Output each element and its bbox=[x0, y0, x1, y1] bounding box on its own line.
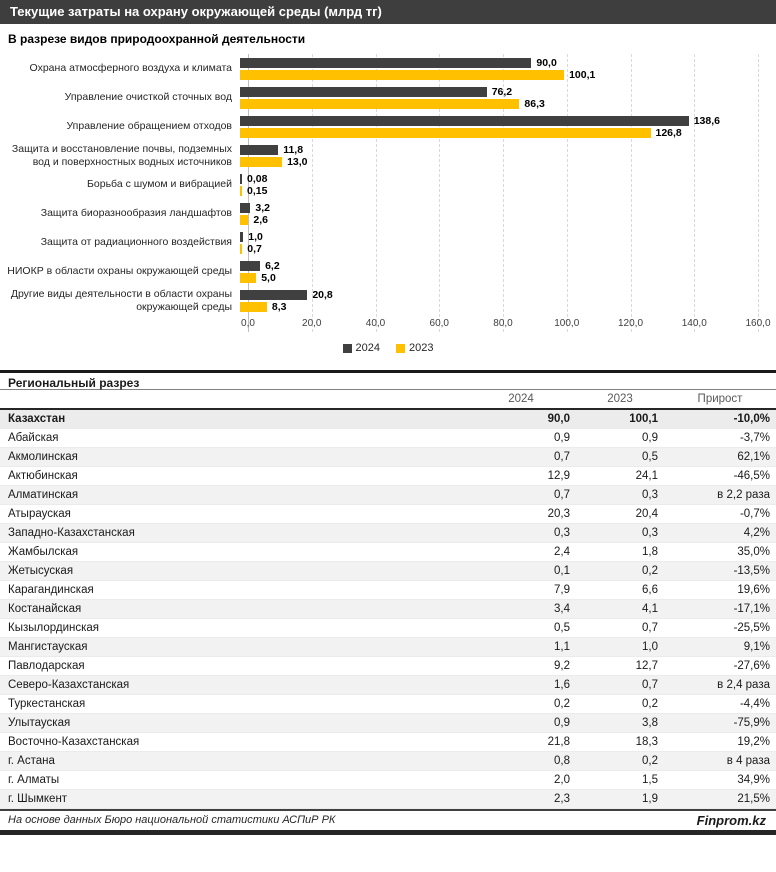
value-cell: 0,7 bbox=[554, 488, 570, 501]
region-table bbox=[0, 390, 776, 809]
value-cell: 1,8 bbox=[642, 545, 658, 558]
region-table-body bbox=[0, 409, 776, 808]
legend-label: 2023 bbox=[409, 342, 434, 355]
bar-line-2024 bbox=[240, 116, 758, 126]
value-cell: 21,8 bbox=[547, 735, 570, 748]
bar-2024 bbox=[240, 203, 250, 213]
region-name-cell: г. Шымкент bbox=[8, 792, 68, 805]
bar-value-label: 6,2 bbox=[265, 259, 280, 272]
value-cell: 6,6 bbox=[642, 583, 658, 596]
column-header-region bbox=[0, 390, 466, 409]
value-cell: 100,1 bbox=[629, 413, 658, 426]
bar-2024 bbox=[240, 232, 243, 242]
x-axis-tick: 80,0 bbox=[493, 318, 513, 330]
bar-line-2023 bbox=[240, 215, 758, 225]
table-header-row bbox=[0, 390, 776, 409]
table-row bbox=[0, 409, 776, 428]
region-name-cell: Карагандинская bbox=[8, 583, 94, 596]
region-name-cell: Алматинская bbox=[8, 488, 79, 501]
footer bbox=[0, 809, 776, 830]
bar-line-2024 bbox=[240, 203, 758, 213]
x-axis-tick: 140,0 bbox=[681, 318, 707, 330]
category-label: Управление очисткой сточных вод bbox=[64, 91, 232, 104]
legend-swatch-icon bbox=[396, 344, 405, 353]
value-cell: 1,5 bbox=[642, 773, 658, 786]
table-row bbox=[0, 656, 776, 675]
table-row bbox=[0, 713, 776, 732]
value-cell: 0,9 bbox=[554, 431, 570, 444]
table-row bbox=[0, 523, 776, 542]
x-axis-tick: 20,0 bbox=[302, 318, 322, 330]
value-cell: 9,2 bbox=[554, 659, 570, 672]
value-cell: 3,4 bbox=[554, 602, 570, 615]
bar-2023 bbox=[240, 215, 248, 225]
value-cell: в 4 раза bbox=[726, 754, 770, 767]
bar-value-label: 126,8 bbox=[655, 126, 682, 139]
value-cell: 1,6 bbox=[554, 678, 570, 691]
value-cell: 24,1 bbox=[635, 469, 658, 482]
value-cell: 2,3 bbox=[554, 792, 570, 805]
bar-value-label: 2,6 bbox=[253, 213, 269, 226]
table-row bbox=[0, 447, 776, 466]
value-cell: -13,5% bbox=[733, 564, 770, 577]
chart-category-row bbox=[0, 257, 758, 286]
bar-group bbox=[240, 87, 758, 109]
legend-item-2024 bbox=[343, 342, 380, 354]
region-name-cell: Казахстан bbox=[8, 413, 66, 426]
value-cell: 0,3 bbox=[642, 526, 658, 539]
chart-legend bbox=[0, 340, 776, 356]
bar-line-2024 bbox=[240, 145, 758, 155]
bar-2024 bbox=[240, 87, 487, 97]
x-axis-tick-labels bbox=[241, 318, 771, 332]
value-cell: -17,1% bbox=[733, 602, 770, 615]
value-cell: 0,8 bbox=[554, 754, 570, 767]
x-axis-tick: 60,0 bbox=[429, 318, 449, 330]
value-cell: 9,1% bbox=[743, 640, 770, 653]
bar-2024 bbox=[240, 174, 242, 184]
page-title: Текущие затраты на охрану окружающей среды (млрд тг) bbox=[0, 0, 776, 24]
bar-line-2024 bbox=[240, 290, 758, 300]
bar-line-2024 bbox=[240, 58, 758, 68]
bar-value-label: 8,3 bbox=[271, 300, 287, 313]
bar-group bbox=[240, 58, 758, 80]
bar-line-2023 bbox=[240, 302, 758, 312]
value-cell: -3,7% bbox=[739, 431, 770, 444]
bar-value-label: 13,0 bbox=[287, 155, 308, 168]
value-cell: в 2,2 раза bbox=[717, 488, 770, 501]
table-row bbox=[0, 561, 776, 580]
chart-category-row bbox=[0, 170, 758, 199]
footer-source: На основе данных Бюро национальной статистики АСПиР РК bbox=[8, 814, 336, 827]
value-cell: 20,3 bbox=[547, 507, 570, 520]
value-cell: 3,8 bbox=[642, 716, 658, 729]
value-cell: 0,2 bbox=[642, 564, 658, 577]
table-row bbox=[0, 789, 776, 808]
value-cell: 0,2 bbox=[642, 697, 658, 710]
bar-group bbox=[240, 232, 758, 254]
value-cell: 12,7 bbox=[635, 659, 658, 672]
region-name-cell: Жетысуская bbox=[8, 564, 74, 577]
region-name-cell: Акмолинская bbox=[8, 450, 78, 463]
bar-2024 bbox=[240, 290, 307, 300]
bar-group bbox=[240, 261, 758, 283]
bar-value-label: 11,8 bbox=[283, 143, 304, 156]
bar-line-2024 bbox=[240, 87, 758, 97]
value-cell: 12,9 bbox=[547, 469, 570, 482]
value-cell: 0,7 bbox=[642, 678, 658, 691]
bar-line-2023 bbox=[240, 128, 758, 138]
table-row bbox=[0, 732, 776, 751]
bar-2023 bbox=[240, 99, 519, 109]
chart-category-row bbox=[0, 199, 758, 228]
region-name-cell: Павлодарская bbox=[8, 659, 85, 672]
x-axis-tick: 120,0 bbox=[617, 318, 644, 330]
value-cell: 19,6% bbox=[737, 583, 770, 596]
value-cell: 0,5 bbox=[642, 450, 658, 463]
value-cell: -27,6% bbox=[733, 659, 770, 672]
bar-line-2023 bbox=[240, 157, 758, 167]
region-name-cell: г. Алматы bbox=[8, 773, 60, 786]
chart-category-row bbox=[0, 286, 758, 315]
table-row bbox=[0, 542, 776, 561]
value-cell: 4,1 bbox=[642, 602, 658, 615]
table-section-title: Региональный разрез bbox=[0, 370, 776, 390]
column-header: 2023 bbox=[576, 390, 664, 409]
category-label: НИОКР в области охраны окружающей среды bbox=[7, 265, 232, 278]
region-name-cell: Восточно-Казахстанская bbox=[8, 735, 140, 748]
bar-line-2023 bbox=[240, 70, 758, 80]
bar-value-label: 0,08 bbox=[247, 172, 268, 185]
value-cell: 0,3 bbox=[642, 488, 658, 501]
value-cell: 20,4 bbox=[635, 507, 658, 520]
region-name-cell: Улытауская bbox=[8, 716, 71, 729]
value-cell: -4,4% bbox=[739, 697, 770, 710]
bar-2023 bbox=[240, 273, 256, 283]
value-cell: 0,1 bbox=[554, 564, 570, 577]
value-cell: 0,9 bbox=[642, 431, 658, 444]
category-label: Управление обращением отходов bbox=[66, 120, 232, 133]
table-row bbox=[0, 770, 776, 789]
value-cell: 90,0 bbox=[547, 413, 570, 426]
bar-value-label: 0,15 bbox=[247, 184, 268, 197]
table-row bbox=[0, 599, 776, 618]
value-cell: -46,5% bbox=[733, 469, 770, 482]
category-label: Охрана атмосферного воздуха и климата bbox=[29, 62, 232, 75]
bar-value-label: 20,8 bbox=[312, 288, 333, 301]
value-cell: 2,4 bbox=[554, 545, 570, 558]
value-cell: 1,1 bbox=[554, 640, 570, 653]
bar-value-label: 138,6 bbox=[693, 114, 720, 127]
bar-2023 bbox=[240, 186, 242, 196]
bar-line-2023 bbox=[240, 99, 758, 109]
bar-value-label: 100,1 bbox=[569, 68, 596, 81]
region-name-cell: Актюбинская bbox=[8, 469, 78, 482]
bar-2024 bbox=[240, 261, 260, 271]
value-cell: -75,9% bbox=[733, 716, 770, 729]
bar-line-2024 bbox=[240, 174, 758, 184]
table-row bbox=[0, 485, 776, 504]
category-label: Защита от радиационного воздействия bbox=[40, 236, 232, 249]
chart-category-row bbox=[0, 228, 758, 257]
x-axis-tick: 100,0 bbox=[554, 318, 580, 330]
table-row bbox=[0, 466, 776, 485]
value-cell: 35,0% bbox=[737, 545, 770, 558]
value-cell: в 2,4 раза bbox=[717, 678, 770, 691]
bar-2024 bbox=[240, 116, 689, 126]
table-row bbox=[0, 637, 776, 656]
bar-2023 bbox=[240, 244, 242, 254]
region-table-header bbox=[0, 390, 776, 409]
footer-brand-logo: Finprom.kz bbox=[696, 812, 766, 828]
x-axis-tick: 160,0 bbox=[745, 318, 771, 330]
bar-group bbox=[240, 174, 758, 196]
table-row bbox=[0, 694, 776, 713]
bar-value-label: 76,2 bbox=[491, 85, 513, 98]
value-cell: 0,5 bbox=[554, 621, 570, 634]
value-cell: 19,2% bbox=[737, 735, 770, 748]
bar-value-label: 1,0 bbox=[248, 230, 263, 243]
value-cell: 34,9% bbox=[737, 773, 770, 786]
bar-value-label: 5,0 bbox=[261, 271, 276, 284]
category-label: Борьба с шумом и вибрацией bbox=[87, 178, 232, 191]
bar-2024 bbox=[240, 58, 531, 68]
value-cell: -25,5% bbox=[733, 621, 770, 634]
value-cell: 0,7 bbox=[642, 621, 658, 634]
bar-group bbox=[240, 145, 758, 167]
bar-line-2024 bbox=[240, 232, 758, 242]
chart-category-row bbox=[0, 54, 758, 83]
table-row bbox=[0, 751, 776, 770]
value-cell: 18,3 bbox=[635, 735, 658, 748]
category-label: Другие виды деятельности в области охраны окружающей среды bbox=[10, 288, 232, 313]
bar-2023 bbox=[240, 128, 651, 138]
value-cell: 1,0 bbox=[642, 640, 658, 653]
table-row bbox=[0, 618, 776, 637]
bar-line-2024 bbox=[240, 261, 758, 271]
region-name-cell: Кызылординская bbox=[8, 621, 100, 634]
table-row bbox=[0, 675, 776, 694]
value-cell: -0,7% bbox=[739, 507, 770, 520]
region-name-cell: Костанайская bbox=[8, 602, 82, 615]
region-name-cell: Туркестанская bbox=[8, 697, 86, 710]
value-cell: 21,5% bbox=[737, 792, 770, 805]
bar-2024 bbox=[240, 145, 278, 155]
table-row bbox=[0, 580, 776, 599]
legend-label: 2024 bbox=[355, 342, 380, 355]
bar-value-label: 3,2 bbox=[255, 201, 270, 214]
column-header: 2024 bbox=[466, 390, 576, 409]
chart-category-row bbox=[0, 141, 758, 170]
chart-subtitle: В разрезе видов природоохранной деятельности bbox=[8, 32, 306, 46]
chart-category-row bbox=[0, 112, 758, 141]
bar-line-2023 bbox=[240, 186, 758, 196]
region-name-cell: г. Астана bbox=[8, 754, 55, 767]
bar-value-label: 0,7 bbox=[247, 242, 262, 255]
region-name-cell: Мангистауская bbox=[8, 640, 88, 653]
bar-2023 bbox=[240, 70, 564, 80]
bar-2023 bbox=[240, 157, 282, 167]
value-cell: 2,0 bbox=[554, 773, 570, 786]
bar-group bbox=[240, 203, 758, 225]
bar-group bbox=[240, 290, 758, 312]
value-cell: 7,9 bbox=[554, 583, 570, 596]
chart-category-row bbox=[0, 83, 758, 112]
value-cell: -10,0% bbox=[733, 413, 770, 426]
chart-rows bbox=[0, 54, 776, 315]
value-cell: 0,2 bbox=[642, 754, 658, 767]
legend-swatch-icon bbox=[343, 344, 352, 353]
value-cell: 0,9 bbox=[554, 716, 570, 729]
region-name-cell: Жамбылская bbox=[8, 545, 79, 558]
table-row bbox=[0, 428, 776, 447]
category-label: Защита и восстановление почвы, подземных вод и поверхностных водных источников bbox=[11, 143, 232, 168]
bar-chart bbox=[0, 54, 776, 332]
bar-group bbox=[240, 116, 758, 138]
column-header: Прирост bbox=[664, 390, 776, 409]
category-label: Защита биоразнообразия ландшафтов bbox=[40, 207, 232, 220]
region-name-cell: Абайская bbox=[8, 431, 59, 444]
value-cell: 62,1% bbox=[737, 450, 770, 463]
region-name-cell: Северо-Казахстанская bbox=[8, 678, 130, 691]
table-row bbox=[0, 504, 776, 523]
bar-value-label: 90,0 bbox=[536, 56, 557, 69]
bar-line-2023 bbox=[240, 244, 758, 254]
x-axis-tick: 40,0 bbox=[365, 318, 386, 330]
value-cell: 0,7 bbox=[554, 450, 570, 463]
bar-2023 bbox=[240, 302, 267, 312]
bottom-strip bbox=[0, 830, 776, 835]
bar-line-2023 bbox=[240, 273, 758, 283]
bar-value-label: 86,3 bbox=[524, 97, 545, 110]
value-cell: 0,3 bbox=[554, 526, 570, 539]
value-cell: 4,2% bbox=[743, 526, 770, 539]
value-cell: 1,9 bbox=[642, 792, 658, 805]
region-name-cell: Атырауская bbox=[8, 507, 71, 520]
x-axis-tick: 0,0 bbox=[241, 318, 255, 330]
chart-section bbox=[0, 24, 776, 362]
region-name-cell: Западно-Казахстанская bbox=[8, 526, 135, 539]
legend-item-2023 bbox=[396, 342, 433, 354]
value-cell: 0,2 bbox=[554, 697, 570, 710]
